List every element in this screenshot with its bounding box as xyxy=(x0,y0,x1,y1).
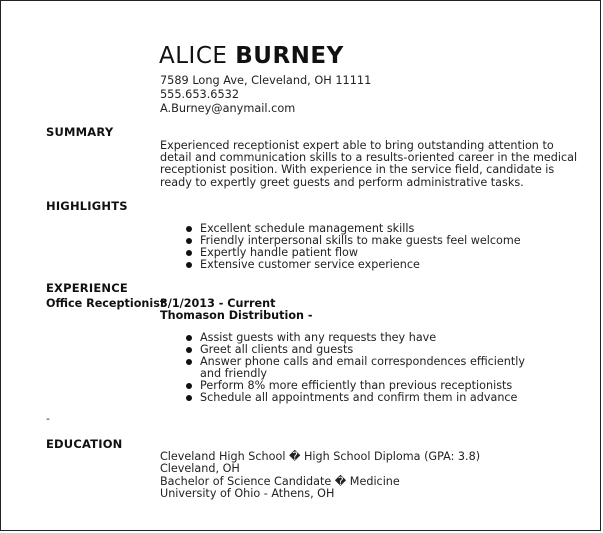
job-dates: 3/1/2013 - Current xyxy=(160,297,276,310)
education-block xyxy=(160,451,480,501)
highlights-list xyxy=(200,223,521,271)
highlights-heading: HIGHLIGHTS xyxy=(46,199,128,213)
experience-list xyxy=(200,332,545,404)
job-title: Office Receptionist xyxy=(46,297,166,310)
education-line: Bachelor of Science Candidate � Medicine xyxy=(160,474,400,488)
list-item: Greet all clients and guests xyxy=(200,344,545,356)
education-line: University of Ohio - Athens, OH xyxy=(160,487,335,501)
last-name: BURNEY xyxy=(235,43,344,69)
candidate-name xyxy=(159,43,344,69)
job-company: Thomason Distribution - xyxy=(160,309,313,322)
list-item: Friendly interpersonal skills to make guests feel welcome xyxy=(200,234,521,247)
address: 7589 Long Ave, Cleveland, OH 11111 xyxy=(160,74,372,87)
education-heading: EDUCATION xyxy=(46,437,123,451)
separator-dash: - xyxy=(46,412,50,425)
list-item: Expertly handle patient flow xyxy=(200,247,521,259)
list-item: Perform 8% more efficiently than previous receptionists xyxy=(200,380,545,392)
education-line: Cleveland High School � High School Diploma (GPA: 3.8) xyxy=(160,450,481,463)
education-line: Cleveland, OH xyxy=(160,462,240,476)
experience-heading: EXPERIENCE xyxy=(46,281,128,295)
list-item: Extensive customer service experience xyxy=(200,259,521,271)
list-item: Answer phone calls and email correspondences efficiently and friendly xyxy=(200,356,545,380)
first-name: ALICE xyxy=(159,43,228,69)
summary-heading: SUMMARY xyxy=(46,125,114,139)
email: A.Burney@anymail.com xyxy=(160,102,296,115)
summary-text: Experienced receptionist expert able to bring outstanding attention to detail and communication skills to a results-oriented career in the medical receptionist position. With experience in the service field, candidate is ready to expertly greet guests and perform administrative tasks. xyxy=(160,139,578,189)
list-item: Assist guests with any requests they have xyxy=(200,332,545,344)
contact-block xyxy=(160,74,371,116)
list-item: Excellent schedule management skills xyxy=(200,223,521,235)
phone: 555.653.6532 xyxy=(160,88,240,101)
list-item: Schedule all appointments and confirm them in advance xyxy=(200,392,545,404)
